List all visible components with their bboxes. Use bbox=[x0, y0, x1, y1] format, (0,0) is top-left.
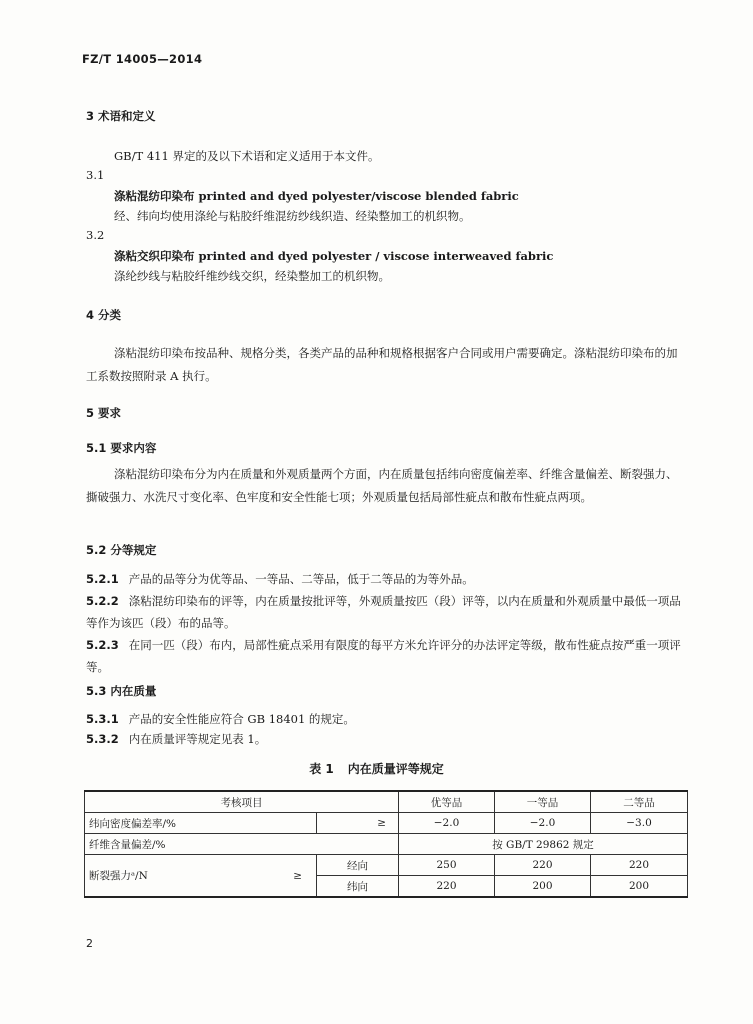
section-3-intro: GB/T 411 界定的及以下术语和定义适用于本文件。 bbox=[114, 149, 380, 163]
table-row bbox=[85, 813, 688, 834]
row-direction: 经向 bbox=[317, 855, 399, 876]
clause-text: 涤粘混纺印染布的评等，内在质量按批评等，外观质量按匹（段）评等，以内在质量和外观质量中最低一项品等作为该匹（段）布的品等。 bbox=[86, 594, 681, 630]
page-number: 2 bbox=[86, 937, 93, 950]
table-row bbox=[85, 834, 688, 855]
term-3-1-number: 3.1 bbox=[86, 168, 105, 182]
section-4-heading: 4 分类 bbox=[86, 308, 122, 322]
row-item: 断裂强力ᵃ/N bbox=[89, 870, 148, 882]
clause-text: 产品的安全性能应符合 GB 18401 的规定。 bbox=[128, 712, 355, 726]
clause-number: 5.3.1 bbox=[86, 712, 119, 726]
header-first-grade: 一等品 bbox=[495, 791, 591, 813]
header-item: 考核项目 bbox=[85, 791, 399, 813]
table-header-row bbox=[85, 791, 688, 813]
row-value: −2.0 bbox=[495, 813, 591, 834]
clause-5-2-3 bbox=[86, 634, 686, 678]
table-row bbox=[85, 855, 688, 876]
section-3-heading: 3 术语和定义 bbox=[86, 109, 156, 123]
header-second-grade: 二等品 bbox=[591, 791, 688, 813]
row-item: 纤维含量偏差/% bbox=[85, 834, 399, 855]
row-value: 250 bbox=[399, 855, 495, 876]
clause-number: 5.2.2 bbox=[86, 594, 119, 608]
clause-text: 内在质量评等规定见表 1。 bbox=[128, 732, 267, 746]
section-5-1-body: 涤粘混纺印染布分为内在质量和外观质量两个方面，内在质量包括纬向密度偏差率、纤维含量偏差、断裂强力、撕破强力、水洗尺寸变化率、色牢度和安全性能七项；外观质量包括局部性疵点和散布性疵点两项。 bbox=[86, 467, 678, 504]
table-1-title: 内在质量评等规定 bbox=[347, 762, 444, 776]
section-4-body: 涤粘混纺印染布按品种、规格分类，各类产品的品种和规格根据客户合同或用户需要确定。涤粘混纺印染布的加工系数按照附录 A 执行。 bbox=[86, 346, 678, 383]
section-5-heading: 5 要求 bbox=[86, 406, 122, 420]
clause-number: 5.2.1 bbox=[86, 572, 119, 586]
section-5-2-heading: 5.2 分等规定 bbox=[86, 543, 157, 557]
row-value: 220 bbox=[591, 855, 688, 876]
row-item: 纬向密度偏差率/% bbox=[85, 813, 317, 834]
term-3-2-number: 3.2 bbox=[86, 228, 105, 242]
clause-5-2-2 bbox=[86, 590, 686, 634]
row-value: 200 bbox=[591, 876, 688, 898]
term-3-1-name: 涤粘混纺印染布 printed and dyed polyester/viscose blended fabric bbox=[114, 189, 519, 203]
table-1-caption bbox=[0, 760, 753, 777]
section-5-3-heading: 5.3 内在质量 bbox=[86, 684, 157, 698]
clause-number: 5.3.2 bbox=[86, 732, 119, 746]
clause-text: 产品的品等分为优等品、一等品、二等品，低于二等品的为等外品。 bbox=[128, 572, 474, 586]
clause-number: 5.2.3 bbox=[86, 638, 119, 652]
row-item-with-sign bbox=[85, 855, 317, 898]
term-3-2-definition: 涤纶纱线与粘胶纤维纱线交织，经染整加工的机织物。 bbox=[114, 269, 390, 283]
row-value: −2.0 bbox=[399, 813, 495, 834]
quality-grading-table bbox=[84, 790, 688, 898]
row-value: 按 GB/T 29862 规定 bbox=[399, 834, 688, 855]
clause-text: 在同一匹（段）布内，局部性疵点采用有限度的每平方米允许评分的办法评定等级，散布性疵点按严重一项评等。 bbox=[86, 638, 681, 674]
row-sign: ≥ bbox=[317, 813, 399, 834]
row-value: 220 bbox=[399, 876, 495, 898]
clause-5-2-1 bbox=[86, 568, 686, 590]
clause-5-3-2 bbox=[86, 728, 686, 750]
row-value: 200 bbox=[495, 876, 591, 898]
row-value: −3.0 bbox=[591, 813, 688, 834]
term-3-1-definition: 经、纬向均使用涤纶与粘胶纤维混纺纱线织造、经染整加工的机织物。 bbox=[114, 209, 471, 223]
table-1-number: 表 1 bbox=[309, 762, 334, 776]
standard-number: FZ/T 14005—2014 bbox=[82, 52, 203, 66]
row-direction: 纬向 bbox=[317, 876, 399, 898]
row-value: 220 bbox=[495, 855, 591, 876]
header-premium: 优等品 bbox=[399, 791, 495, 813]
row-sign: ≥ bbox=[293, 869, 302, 882]
section-5-1-heading: 5.1 要求内容 bbox=[86, 441, 157, 455]
term-3-2-name: 涤粘交织印染布 printed and dyed polyester / viscose interweaved fabric bbox=[114, 249, 554, 263]
clause-5-3-1 bbox=[86, 708, 686, 730]
